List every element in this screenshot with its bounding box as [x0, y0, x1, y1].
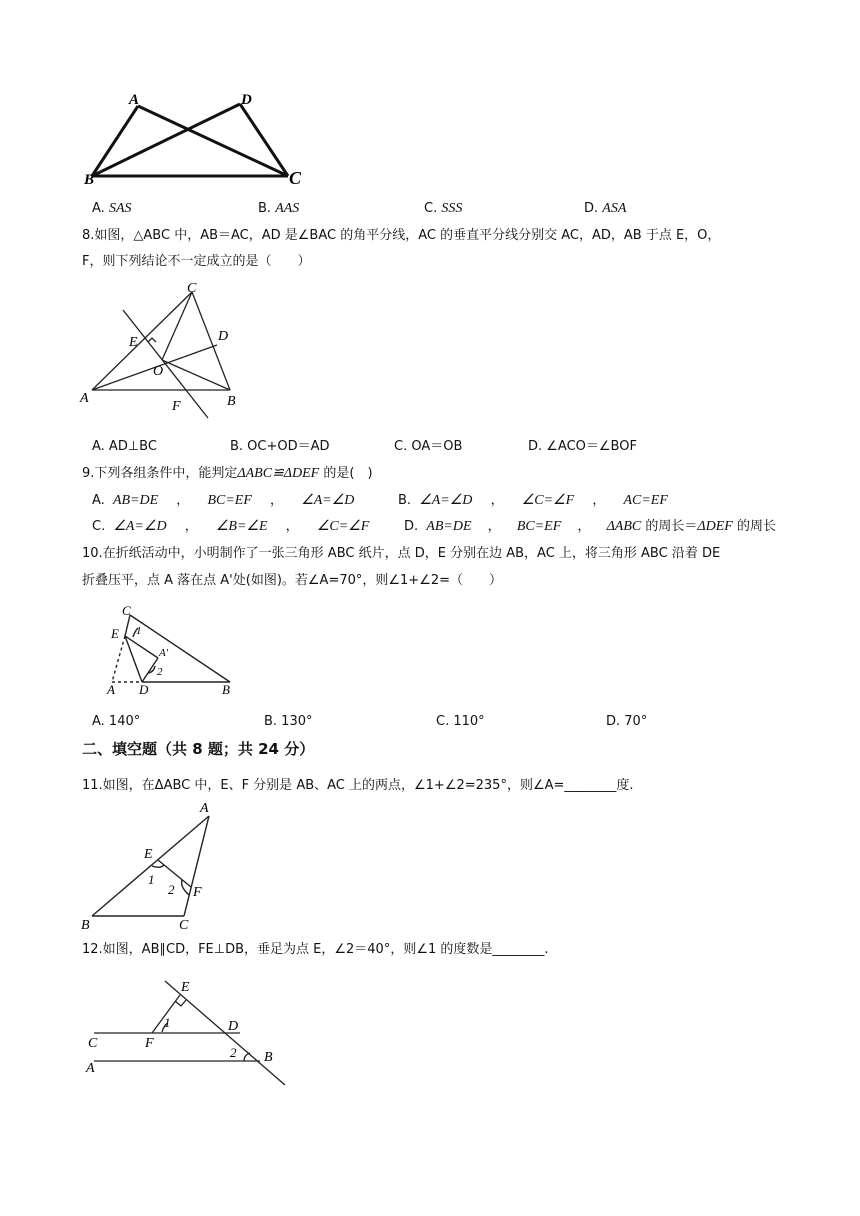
q7-option-c-text: SSS [441, 201, 463, 216]
q12-label-C: C [88, 1036, 98, 1051]
q12-label-D: D [228, 1019, 239, 1034]
q9-option-d-tri2: ΔDEF [697, 519, 733, 534]
q9-option-b-cond3: AC=EF [623, 493, 668, 508]
q9-option-d-letter: D. [404, 519, 419, 534]
q9-option-b-letter: B. [398, 493, 412, 508]
q7-option-d-text: ASA [602, 201, 627, 216]
q10-label-2: 2 [157, 666, 163, 678]
q7-option-d-letter: D. [584, 201, 603, 216]
q7-option-a-letter: A. [92, 201, 109, 216]
q11-label-C: C [179, 918, 189, 933]
q7-label-B: B [84, 172, 95, 188]
q7-option-b[interactable] [258, 200, 299, 218]
q9-option-d[interactable] [404, 518, 776, 536]
q12-label-E: E [181, 980, 190, 995]
q9-option-a-cond3: ∠A=∠D [301, 493, 355, 508]
q8-label-O: O [153, 364, 164, 379]
q9-option-c-letter: C. [92, 519, 106, 534]
q9-option-d-sep1: ， [487, 519, 501, 534]
q12-label-B: B [264, 1050, 273, 1065]
q12-label-F: F [145, 1036, 154, 1051]
q7-label-D: D [241, 92, 252, 108]
q8-label-C: C [187, 281, 197, 296]
q9-option-a-sep2: ， [270, 493, 284, 508]
q9-option-c[interactable] [92, 518, 369, 536]
q9-option-a-letter: A. [92, 493, 105, 508]
q9-option-b-sep1: ， [490, 493, 504, 508]
q9-option-c-cond1: ∠A=∠D [113, 519, 167, 534]
q10-label-C: C [122, 604, 131, 618]
q10-label-1: 1 [136, 625, 142, 637]
q9-option-d-sep2: ， [577, 519, 591, 534]
q9-stem [82, 465, 373, 483]
q8-option-b[interactable]: B. OC+OD＝AD [230, 439, 330, 454]
q9-option-c-sep1: ， [184, 519, 198, 534]
q8-option-a[interactable]: A. AD⊥BC [92, 439, 157, 454]
q7-option-b-text: AAS [275, 201, 300, 216]
q7-option-a-text: SAS [108, 201, 132, 216]
q9-option-d-perimeter-suffix: 的周长 [736, 519, 776, 534]
q10-option-a[interactable]: A. 140° [92, 714, 141, 729]
q9-option-a-cond2: BC=EF [207, 493, 252, 508]
q9-option-d-cond2: BC=EF [516, 519, 562, 534]
q11-label-2: 2 [168, 882, 175, 897]
q10-label-Aprime: A' [159, 647, 169, 659]
q9-option-c-cond3: ∠C=∠F [316, 519, 370, 534]
q11-label-E: E [144, 847, 153, 862]
q10-stem-line1: 10.在折纸活动中，小明制作了一张三角形 ABC 纸片，点 D，E 分别在边 AB，AC 上，将三角形 ABC 沿着 DE [82, 546, 721, 561]
q10-option-b[interactable]: B. 130° [264, 714, 313, 729]
q7-option-b-letter: B. [258, 201, 276, 216]
q7-figure [80, 88, 310, 192]
q10-label-D: D [139, 682, 149, 697]
q10-label-E: E [111, 626, 119, 641]
q10-stem-line2: 折叠压平，点 A 落在点 A'处(如图)。若∠A=70°，则∠1+∠2=（ ） [82, 573, 503, 588]
q11-label-A: A [200, 801, 209, 816]
q12-label-2: 2 [230, 1045, 237, 1060]
q7-label-C: C [289, 168, 302, 188]
q8-label-E: E [129, 335, 138, 350]
section-2-heading: 二、填空题（共 8 题；共 24 分） [82, 740, 315, 758]
q9-option-d-tri1: ΔABC [606, 519, 642, 534]
q8-figure [78, 280, 248, 420]
q8-option-c[interactable]: C. OA＝OB [394, 439, 463, 454]
q8-option-d[interactable]: D. ∠ACO＝∠BOF [528, 439, 637, 454]
q12-label-1: 1 [164, 1015, 171, 1030]
q9-option-d-cond1: AB=DE [426, 519, 472, 534]
q9-option-b-cond1: ∠A=∠D [419, 493, 473, 508]
q10-figure [100, 604, 250, 700]
q11-label-F: F [193, 885, 202, 900]
q11-label-1: 1 [148, 872, 155, 887]
q8-label-D: D [218, 329, 229, 344]
q8-label-F: F [172, 399, 181, 414]
q9-option-a-cond1: AB=DE [112, 493, 159, 508]
q7-option-c[interactable] [424, 200, 462, 218]
q9-stem-math: ΔABC≌ΔDEF [237, 466, 320, 481]
q9-option-a-sep1: ， [176, 493, 190, 508]
q10-option-d[interactable]: D. 70° [606, 714, 648, 729]
q7-label-A: A [129, 92, 140, 108]
q9-option-d-perimeter-text: 的周长＝ [645, 519, 698, 534]
q10-label-B: B [222, 682, 230, 697]
q12-label-A: A [86, 1061, 95, 1076]
q9-option-b-sep2: ， [592, 493, 606, 508]
q9-option-c-cond2: ∠B=∠E [215, 519, 268, 534]
q9-stem-prefix: 9.下列各组条件中，能判定 [82, 466, 238, 481]
q7-option-c-letter: C. [424, 201, 442, 216]
q7-option-a[interactable] [92, 200, 132, 218]
q11-stem: 11.如图，在ΔABC 中，E、F 分别是 AB、AC 上的两点，∠1+∠2=235°，则∠A=________度. [82, 778, 634, 793]
q9-option-b-cond2: ∠C=∠F [521, 493, 575, 508]
q8-stem-line2: F，则下列结论不一定成立的是（ ） [82, 254, 311, 269]
q12-figure [80, 975, 300, 1095]
q8-label-B: B [227, 394, 236, 409]
q8-stem-line1: 8.如图，△ABC 中，AB＝AC，AD 是∠BAC 的角平分线，AC 的垂直平分线分别交 AC，AD，AB 于点 E，O， [82, 228, 721, 243]
q12-stem: 12.如图，AB∥CD，FE⊥DB，垂足为点 E，∠2＝40°，则∠1 的度数是________. [82, 942, 549, 957]
q8-label-A: A [80, 391, 89, 406]
q9-stem-suffix: 的是( ) [319, 466, 373, 481]
q9-option-c-sep2: ， [285, 519, 299, 534]
q9-option-b[interactable] [398, 492, 668, 510]
q9-option-a[interactable] [92, 492, 354, 510]
q7-option-d[interactable] [584, 200, 626, 218]
q11-figure [76, 796, 226, 936]
q10-option-c[interactable]: C. 110° [436, 714, 485, 729]
q10-label-A: A [107, 682, 115, 697]
q11-label-B: B [81, 918, 90, 933]
